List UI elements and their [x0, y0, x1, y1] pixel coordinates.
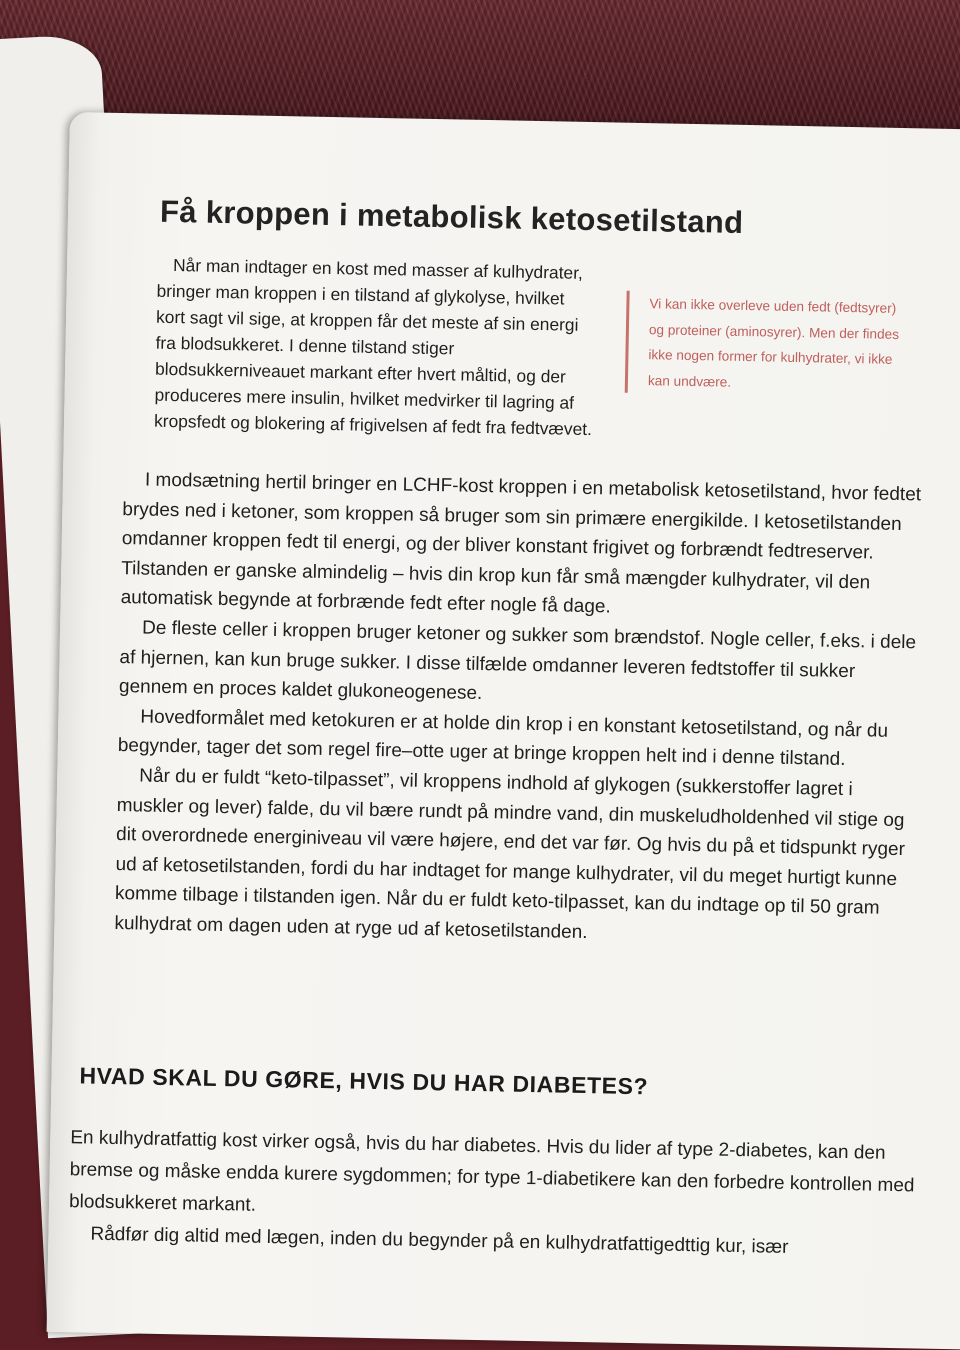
diabetes-subheading: HVAD SKAL DU GØRE, HVIS DU HAR DIABETES?: [79, 1062, 649, 1100]
diabetes-paragraph-2: Rådfør dig altid med lægen, inden du begynder på en kulhydratfattigedttig kur, især: [90, 1223, 789, 1259]
book-page: [47, 112, 960, 1350]
diabetes-paragraph-1: En kulhydratfattig kost virker også, hvis du har diabetes. Hvis du lider af type 2-diabetes, kan den bremse og måske endda kurere sygdommen; for type 1-diabetikere kan den forbedre kontrollen med blodsukkeret markant.: [68, 1127, 915, 1216]
paragraph-3: De fleste celler i kroppen bruger ketoner og sukker som brændstof. Nogle celler, f.eks. i dele af hjernen, kan kun bruge sukker. I disse tilfælde omdanner leveren fedtstoffer til sukker gennem en proces kaldet glukoneogenese.: [118, 617, 917, 705]
paragraph-2: I modsætning hertil bringer en LCHF-kost kroppen i en metabolisk ketosetilstand, hvor fedtet brydes ned i ketoner, som kroppen så bruger som sin primære energikilde. I ketosetilstanden omdanner kroppen fedt til energi, og der bliver konstant frigivet og forbrændt fedtreserver. Tilstanden er ganske almindelig – hvis din krop kun får små mængder kulhydrater, vil den automatisk begynde at forbrænde fedt efter nogle få dage.: [120, 469, 922, 618]
diabetes-section: [68, 1122, 930, 1266]
main-text: [114, 465, 923, 954]
paragraph-4: Hovedformålet med ketokuren er at holde din krop i en konstant ketosetilstand, og når du begynder, tager det som regel fire–otte uger at bringe kroppen helt ind i denne tilstand.: [117, 706, 889, 771]
pull-quote: Vi kan ikke overleve uden fedt (fedtsyrer) og proteiner (aminosyrer). Men der findes ikke nogen former for kulhydrater, vi ikke kan undvære.: [625, 291, 910, 399]
intro-paragraph: Når man indtager en kost med masser af kulhydrater, bringer man kroppen i en tilstand af glykolyse, hvilket kort sagt vil sige, at kroppen får det meste af sin energi fra blodsukkeret. I denne tilstand stiger blodsukkerniveauet markant efter hvert måltid, og der produceres mere insulin, hvilket medvirker til lagring af kropsfedt og blokering af frigivelsen af fedt fra fedtvævet.: [153, 255, 593, 440]
intro-column: [154, 252, 597, 442]
paragraph-5: Når du er fuldt “keto-tilpasset”, vil kroppens indhold af glykogen (sukkerstoffer lagret i muskler og lever) falde, du vil bære rundt på mindre vand, din muskeludholdenhed vil stige og dit overordnede energiniveau vil være højere, end det var før. Og hvis du på et tidspunkt ryger ud af ketosetilstanden, fordi du har indtaget for mange kulhydrater, vil du meget hurtigt kunne komme tilbage i tilstanden igen. Når du er fuldt keto-tilpasset, kan du indtage op til 50 gram kulhydrat om dagen uden at ryge ud af ketosetilstanden.: [114, 765, 906, 943]
page-title: Få kroppen i metabolisk ketosetilstand: [159, 193, 744, 240]
